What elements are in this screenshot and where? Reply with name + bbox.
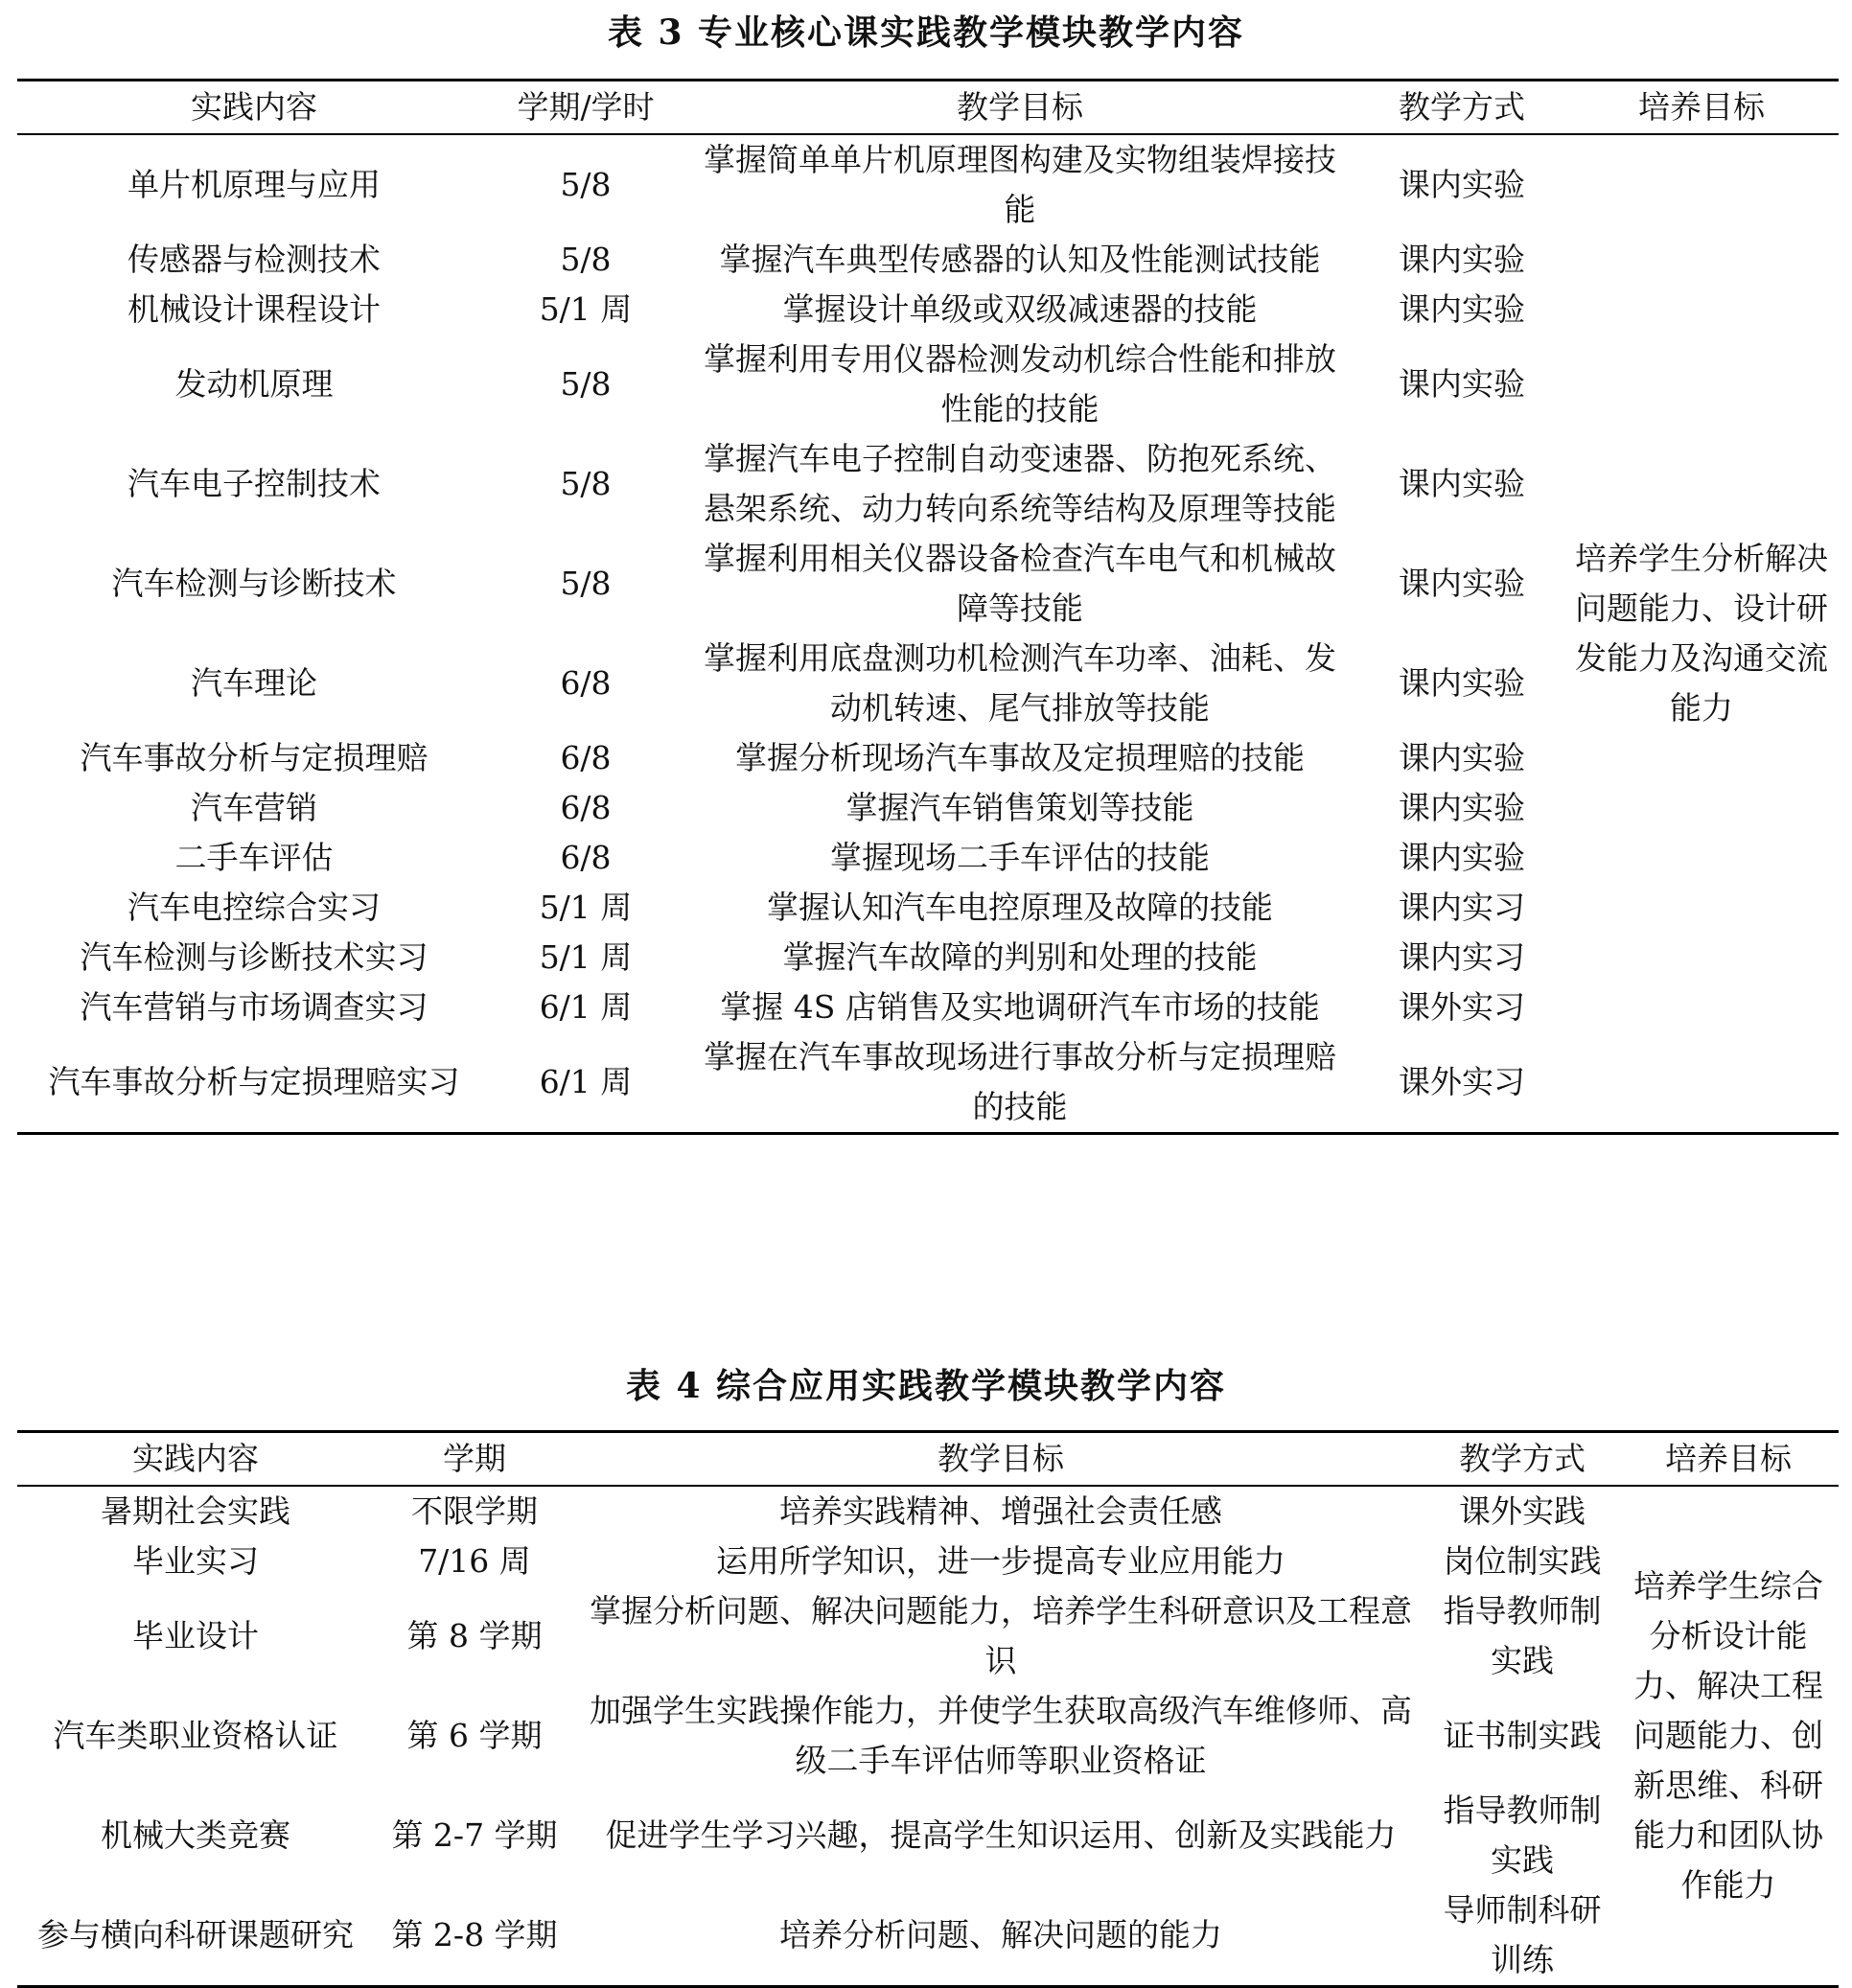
teaching-method-cell: 课内实验 xyxy=(1399,789,1525,826)
training-goal-cell: 培养学生分析解决问题能力、设计研发能力及沟通交流能力 xyxy=(1575,540,1828,727)
term-cell: 6/1 周 xyxy=(539,988,633,1026)
table-3-header-row xyxy=(17,81,1839,135)
teaching-method-cell: 课内实验 xyxy=(1399,166,1525,203)
term-cell: 第 2-8 学期 xyxy=(391,1916,558,1953)
teaching-method-cell: 课外实习 xyxy=(1399,1063,1525,1100)
teaching-method-cell: 指导教师制实践 xyxy=(1443,1792,1602,1879)
teaching-method-cell: 课内实验 xyxy=(1399,241,1525,278)
teaching-goal-cell: 掌握认知汽车电控原理及故障的技能 xyxy=(767,889,1273,926)
teaching-method-cell: 课外实习 xyxy=(1399,988,1525,1026)
column-header: 教学目标 xyxy=(681,81,1359,135)
term-cell: 5/8 xyxy=(560,166,612,203)
term-cell: 第 8 学期 xyxy=(406,1617,543,1654)
teaching-goal-cell: 运用所学知识，进一步提高专业应用能力 xyxy=(716,1542,1285,1580)
practice-content-cell: 二手车评估 xyxy=(174,839,334,876)
practice-content-cell: 参与横向科研课题研究 xyxy=(37,1916,354,1953)
practice-content-cell: 汽车电子控制技术 xyxy=(127,465,381,502)
teaching-goal-cell: 掌握汽车电子控制自动变速器、防抱死系统、悬架系统、动力转向系统等结构及原理等技能 xyxy=(704,440,1336,527)
practice-content-cell: 汽车电控综合实习 xyxy=(127,889,381,926)
term-cell: 不限学期 xyxy=(411,1492,538,1530)
table-4 xyxy=(17,1430,1839,1988)
teaching-goal-cell: 掌握设计单级或双级减速器的技能 xyxy=(782,290,1258,328)
term-cell: 5/8 xyxy=(560,241,612,278)
column-header: 培养目标 xyxy=(1564,81,1839,135)
teaching-goal-cell: 加强学生实践操作能力，并使学生获取高级汽车维修师、高级二手车评估师等职业资格证 xyxy=(590,1692,1412,1779)
column-header: 实践内容 xyxy=(17,81,491,135)
practice-content-cell: 汽车营销 xyxy=(191,789,317,826)
practice-content-cell: 汽车检测与诊断技术 xyxy=(111,565,397,602)
teaching-goal-cell: 培养分析问题、解决问题的能力 xyxy=(779,1916,1222,1953)
term-cell: 5/8 xyxy=(560,365,612,403)
practice-content-cell: 暑期社会实践 xyxy=(101,1492,290,1530)
table-3 xyxy=(17,79,1839,1135)
teaching-method-cell: 指导教师制实践 xyxy=(1443,1592,1602,1679)
teaching-goal-cell: 掌握汽车典型传感器的认知及性能测试技能 xyxy=(719,241,1321,278)
practice-content-cell: 传感器与检测技术 xyxy=(127,241,381,278)
teaching-method-cell: 课内实验 xyxy=(1399,739,1525,776)
practice-content-cell: 毕业设计 xyxy=(132,1617,259,1654)
practice-content-cell: 汽车事故分析与定损理赔 xyxy=(80,739,428,776)
teaching-method-cell: 岗位制实践 xyxy=(1443,1542,1602,1580)
practice-content-cell: 发动机原理 xyxy=(174,365,334,403)
column-header: 培养目标 xyxy=(1618,1432,1839,1487)
term-cell: 7/16 周 xyxy=(418,1542,531,1580)
table-row xyxy=(17,1786,1839,1885)
table-row xyxy=(17,1686,1839,1786)
column-header: 学期/学时 xyxy=(491,81,681,135)
column-header: 学期 xyxy=(374,1432,575,1487)
teaching-goal-cell: 掌握 4S 店销售及实地调研汽车市场的技能 xyxy=(720,988,1320,1026)
training-goal-cell: 培养学生综合分析设计能力、解决工程问题能力、创新思维、科研能力和团队协作能力 xyxy=(1633,1567,1823,1904)
teaching-method-cell: 课内实习 xyxy=(1399,938,1525,976)
teaching-method-cell: 课内实习 xyxy=(1399,889,1525,926)
teaching-method-cell: 课内实验 xyxy=(1399,664,1525,702)
term-cell: 5/8 xyxy=(560,465,612,502)
teaching-method-cell: 课内实验 xyxy=(1399,565,1525,602)
teaching-method-cell: 课内实验 xyxy=(1399,365,1525,403)
practice-content-cell: 机械大类竞赛 xyxy=(101,1816,290,1854)
teaching-goal-cell: 掌握在汽车事故现场进行事故分析与定损理赔的技能 xyxy=(704,1038,1336,1125)
table-3-caption: 表 3 专业核心课实践教学模块教学内容 xyxy=(607,12,1245,53)
term-cell: 6/8 xyxy=(560,739,612,776)
teaching-method-cell: 课内实验 xyxy=(1399,290,1525,328)
practice-content-cell: 机械设计课程设计 xyxy=(127,290,381,328)
term-cell: 第 2-7 学期 xyxy=(391,1816,558,1854)
term-cell: 6/8 xyxy=(560,789,612,826)
practice-content-cell: 单片机原理与应用 xyxy=(127,166,381,203)
column-header: 教学方式 xyxy=(1359,81,1564,135)
column-header: 教学目标 xyxy=(575,1432,1426,1487)
column-header: 实践内容 xyxy=(17,1432,374,1487)
practice-content-cell: 汽车营销与市场调查实习 xyxy=(80,988,428,1026)
table-row xyxy=(17,1537,1839,1586)
teaching-method-cell: 课内实验 xyxy=(1399,465,1525,502)
teaching-method-cell: 课外实践 xyxy=(1459,1492,1586,1530)
table-row xyxy=(17,1885,1839,1987)
term-cell: 第 6 学期 xyxy=(406,1717,543,1754)
table-row xyxy=(17,134,1839,235)
teaching-method-cell: 课内实验 xyxy=(1399,839,1525,876)
teaching-goal-cell: 掌握利用相关仪器设备检查汽车电气和机械故障等技能 xyxy=(704,540,1336,627)
column-header: 教学方式 xyxy=(1426,1432,1618,1487)
term-cell: 5/1 周 xyxy=(539,290,633,328)
term-cell: 5/1 周 xyxy=(539,889,633,926)
practice-content-cell: 汽车检测与诊断技术实习 xyxy=(80,938,428,976)
teaching-goal-cell: 掌握分析现场汽车事故及定损理赔的技能 xyxy=(735,739,1305,776)
practice-content-cell: 毕业实习 xyxy=(132,1542,259,1580)
teaching-goal-cell: 掌握现场二手车评估的技能 xyxy=(830,839,1210,876)
teaching-goal-cell: 掌握利用专用仪器检测发动机综合性能和排放性能的技能 xyxy=(704,340,1336,428)
term-cell: 5/8 xyxy=(560,565,612,602)
teaching-method-cell: 导师制科研训练 xyxy=(1443,1891,1602,1978)
table-4-caption: 表 4 综合应用实践教学模块教学内容 xyxy=(625,1366,1227,1406)
practice-content-cell: 汽车事故分析与定损理赔实习 xyxy=(48,1063,460,1100)
practice-content-cell: 汽车理论 xyxy=(191,664,317,702)
term-cell: 6/1 周 xyxy=(539,1063,633,1100)
teaching-goal-cell: 掌握利用底盘测功机检测汽车功率、油耗、发动机转速、尾气排放等技能 xyxy=(704,639,1336,727)
teaching-goal-cell: 掌握简单单片机原理图构建及实物组装焊接技能 xyxy=(704,141,1336,228)
table-row xyxy=(17,1486,1839,1537)
term-cell: 6/8 xyxy=(560,839,612,876)
teaching-goal-cell: 掌握汽车故障的判别和处理的技能 xyxy=(782,938,1258,976)
practice-content-cell: 汽车类职业资格认证 xyxy=(53,1717,338,1754)
teaching-goal-cell: 掌握分析问题、解决问题能力，培养学生科研意识及工程意识 xyxy=(590,1592,1412,1679)
table-4-header-row xyxy=(17,1432,1839,1487)
teaching-goal-cell: 掌握汽车销售策划等技能 xyxy=(845,789,1194,826)
teaching-goal-cell: 促进学生学习兴趣，提高学生知识运用、创新及实践能力 xyxy=(605,1816,1397,1854)
teaching-goal-cell: 培养实践精神、增强社会责任感 xyxy=(779,1492,1222,1530)
table-row xyxy=(17,1586,1839,1686)
term-cell: 5/1 周 xyxy=(539,938,633,976)
term-cell: 6/8 xyxy=(560,664,612,702)
teaching-method-cell: 证书制实践 xyxy=(1443,1717,1602,1754)
